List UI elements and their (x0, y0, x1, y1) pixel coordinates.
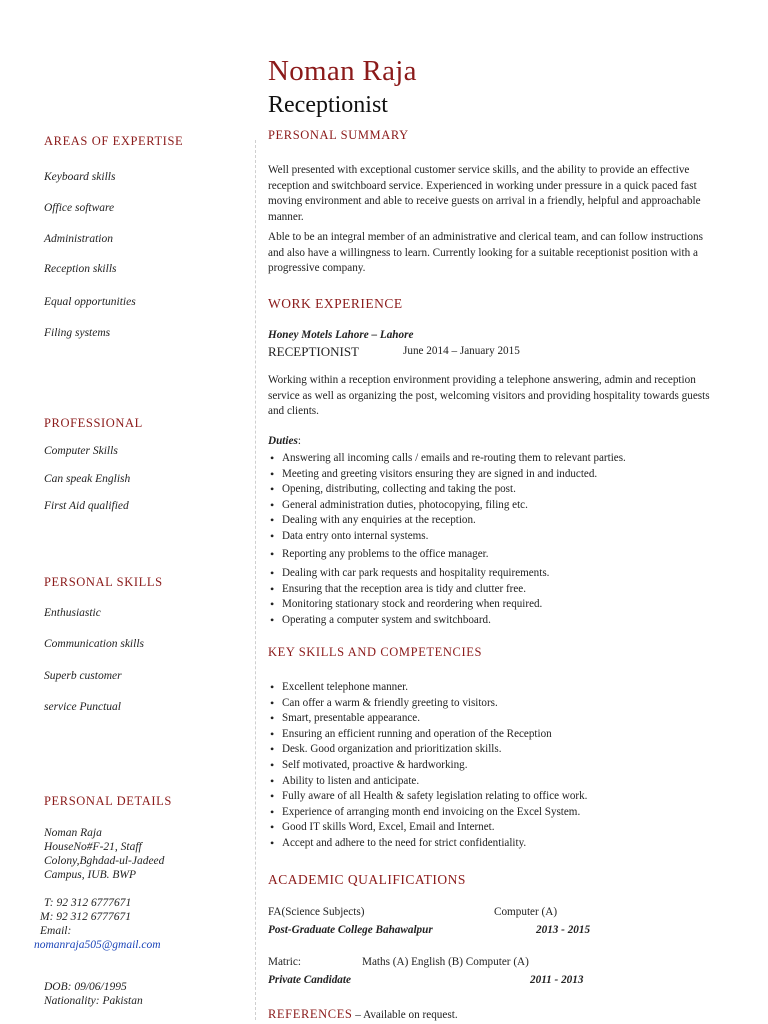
matric-college: Private Candidate (268, 974, 351, 986)
professional-item: First Aid qualified (44, 500, 129, 512)
list-item: • Self motivated, proactive & hardworking. (268, 758, 738, 774)
fa-years: 2013 - 2015 (536, 924, 591, 936)
list-item: • Data entry onto internal systems. (268, 529, 738, 545)
date-of-birth: DOB: 09/06/1995 (44, 981, 127, 993)
list-item: • Dealing with car park requests and hospitality requirements. (268, 566, 738, 582)
fa-college: Post-Graduate College Bahawalpur (268, 924, 433, 936)
list-item: • Can offer a warm & friendly greeting to visitors. (268, 696, 738, 712)
telephone-number: T: 92 312 6777671 (44, 897, 132, 909)
personal-skills-heading: PERSONAL SKILLS (44, 575, 163, 589)
expertise-item: Reception skills (44, 263, 117, 275)
list-item: • Accept and adhere to the need for strict confidentiality. (268, 836, 738, 852)
expertise-item: Keyboard skills (44, 171, 116, 183)
list-item: • Dealing with any enquiries at the reception. (268, 513, 738, 529)
academic-heading: ACADEMIC QUALIFICATIONS (268, 872, 466, 887)
list-item: • Operating a computer system and switchboard. (268, 613, 738, 629)
skills-list (268, 680, 738, 852)
matric-grades: Maths (A) English (B) Computer (A) (362, 956, 529, 968)
expertise-item: Office software (44, 202, 115, 214)
matric-label: Matric: (268, 956, 301, 968)
work-experience-heading: WORK EXPERIENCE (268, 296, 403, 311)
personal-skill-item: Enthusiastic (44, 607, 101, 619)
list-item: • Fully aware of all Health & safety legislation relating to office work. (268, 789, 738, 805)
duties-label-text: Duties (268, 435, 298, 447)
contact-name: Noman Raja (44, 827, 102, 839)
column-divider (255, 140, 256, 1020)
address-line: HouseNo#F-21, Staff (44, 841, 142, 853)
employer-name: Honey Motels Lahore – Lahore (268, 329, 414, 341)
list-item: • Opening, distributing, collecting and taking the post. (268, 482, 738, 498)
list-item: • Reporting any problems to the office manager. (268, 547, 738, 563)
personal-skill-item: service Punctual (44, 701, 121, 713)
expertise-item: Administration (44, 233, 114, 245)
list-item: • Ensuring that the reception area is tidy and clutter free. (268, 582, 738, 598)
matric-years: 2011 - 2013 (530, 974, 584, 986)
address-line: Campus, IUB. BWP (44, 869, 136, 881)
areas-of-expertise-heading: AREAS OF EXPERTISE (44, 134, 184, 148)
job-dates: June 2014 – January 2015 (403, 345, 520, 357)
list-item: • General administration duties, photocopying, filing etc. (268, 498, 738, 514)
list-item: • Meeting and greeting visitors ensuring they are signed in and inducted. (268, 467, 738, 483)
mobile-number: M: 92 312 6777671 (40, 911, 132, 923)
nationality: Nationality: Pakistan (44, 995, 143, 1007)
duties-label-colon: : (297, 435, 301, 447)
references-text: – Available on request. (352, 1009, 458, 1021)
list-item: • Good IT skills Word, Excel, Email and Internet. (268, 820, 738, 836)
email-link[interactable]: nomanraja505@gmail.com (34, 939, 161, 951)
list-item: • Excellent telephone manner. (268, 680, 738, 696)
summary-paragraph: Well presented with exceptional customer service skills, and the ability to provide an effective reception and switchboard service. Experienced in working under pressure in a quick paced fast moving environment and able to receive guests on arrival in a friendly, helpful and approachable manner. (268, 164, 701, 223)
expertise-item: Equal opportunities (44, 296, 136, 308)
list-item: • Ensuring an efficient running and operation of the Reception (268, 727, 738, 743)
list-item: • Desk. Good organization and prioritization skills. (268, 742, 738, 758)
address-line: Colony,Bghdad-ul-Jadeed (44, 855, 165, 867)
professional-item: Can speak English (44, 473, 131, 485)
fa-subjects: FA(Science Subjects) (268, 906, 365, 918)
candidate-role: Receptionist (268, 92, 388, 118)
personal-skill-item: Communication skills (44, 638, 144, 650)
personal-details-heading: PERSONAL DETAILS (44, 794, 172, 808)
references-line (268, 1005, 458, 1023)
personal-skill-item: Superb customer (44, 670, 122, 682)
list-item: • Experience of arranging month end invoicing on the Excel System. (268, 805, 738, 821)
professional-item: Computer Skills (44, 445, 118, 457)
duties-list (268, 451, 738, 629)
references-heading: REFERENCES (268, 1007, 353, 1021)
candidate-name: Noman Raja (268, 55, 417, 87)
duties-label (268, 435, 301, 447)
fa-grade: Computer (A) (494, 906, 558, 918)
expertise-item: Filing systems (44, 327, 111, 339)
personal-summary-heading: PERSONAL SUMMARY (268, 128, 409, 142)
list-item: • Answering all incoming calls / emails and re-routing them to relevant parties. (268, 451, 738, 467)
email-label: Email: (40, 925, 72, 937)
list-item: • Ability to listen and anticipate. (268, 774, 738, 790)
job-description: Working within a reception environment providing a telephone answering, admin and reception service as well as organizing the post, welcoming visitors and providing hospitality towards guests and clients. (268, 374, 710, 418)
job-position: RECEPTIONIST (268, 344, 359, 359)
professional-heading: PROFESSIONAL (44, 416, 143, 430)
list-item: • Smart, presentable appearance. (268, 711, 738, 727)
list-item: • Monitoring stationary stock and reordering when required. (268, 597, 738, 613)
key-skills-heading: KEY SKILLS AND COMPETENCIES (268, 645, 483, 659)
summary-paragraph: Able to be an integral member of an administrative and clerical team, and can follow instructions and also have a willingness to learn. Currently looking for a suitable receptionist position with a progressive company. (268, 231, 703, 275)
